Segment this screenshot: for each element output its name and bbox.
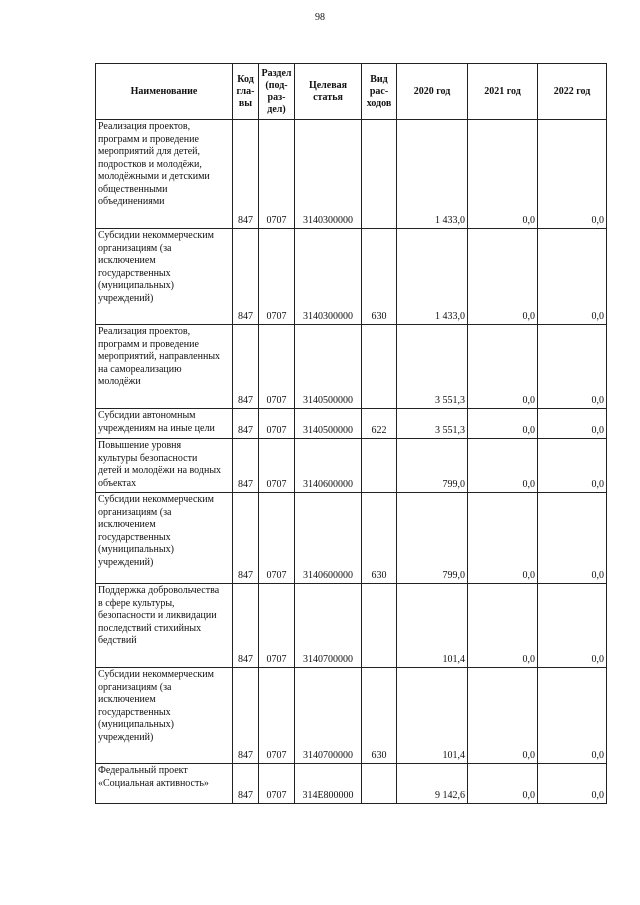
table-row <box>96 584 607 668</box>
row-expense-type: 630 <box>362 668 397 764</box>
row-section: 0707 <box>259 668 295 764</box>
row-2022-value: 0,0 <box>538 325 607 409</box>
row-2020-value: 1 433,0 <box>397 120 468 229</box>
row-2020-value: 3 551,3 <box>397 409 468 439</box>
row-2020-value: 101,4 <box>397 668 468 764</box>
table-body <box>96 120 607 804</box>
row-section: 0707 <box>259 439 295 493</box>
col-header-section: Раздел (под- раз- дел) <box>259 64 295 120</box>
row-target: 3140700000 <box>295 668 362 764</box>
row-2022-value: 0,0 <box>538 668 607 764</box>
table-row <box>96 439 607 493</box>
row-expense-type <box>362 325 397 409</box>
row-2020-value: 9 142,6 <box>397 764 468 804</box>
row-expense-type: 630 <box>362 493 397 584</box>
row-name: Федеральный проект «Социальная активность» <box>96 764 233 804</box>
row-code: 847 <box>233 493 259 584</box>
row-2021-value: 0,0 <box>468 439 538 493</box>
row-2022-value: 0,0 <box>538 229 607 325</box>
row-2021-value: 0,0 <box>468 120 538 229</box>
row-section: 0707 <box>259 584 295 668</box>
row-2020-value: 101,4 <box>397 584 468 668</box>
row-name: Реализация проектов, программ и проведение мероприятий для детей, подростков и молодёжи, молодёжными и детскими общественными объединениями <box>96 120 233 229</box>
row-2022-value: 0,0 <box>538 764 607 804</box>
table-row <box>96 120 607 229</box>
table-row <box>96 764 607 804</box>
col-header-expense: Вид рас- ходов <box>362 64 397 120</box>
row-target: 3140600000 <box>295 439 362 493</box>
row-target: 3140300000 <box>295 229 362 325</box>
row-code: 847 <box>233 668 259 764</box>
row-name: Повышение уровня культуры безопасности детей и молодёжи на водных объектах <box>96 439 233 493</box>
row-2020-value: 799,0 <box>397 439 468 493</box>
row-2021-value: 0,0 <box>468 584 538 668</box>
row-code: 847 <box>233 120 259 229</box>
row-section: 0707 <box>259 120 295 229</box>
row-2021-value: 0,0 <box>468 409 538 439</box>
table-row <box>96 493 607 584</box>
row-expense-type <box>362 764 397 804</box>
row-2020-value: 799,0 <box>397 493 468 584</box>
row-target: 314E800000 <box>295 764 362 804</box>
row-2022-value: 0,0 <box>538 493 607 584</box>
row-section: 0707 <box>259 325 295 409</box>
row-2021-value: 0,0 <box>468 229 538 325</box>
row-name: Реализация проектов, программ и проведение мероприятий, направленных на самореализацию молодёжи <box>96 325 233 409</box>
col-header-2022: 2022 год <box>538 64 607 120</box>
table-row <box>96 325 607 409</box>
budget-table <box>95 63 607 804</box>
row-target: 3140500000 <box>295 325 362 409</box>
row-2022-value: 0,0 <box>538 409 607 439</box>
row-expense-type: 630 <box>362 229 397 325</box>
row-2021-value: 0,0 <box>468 668 538 764</box>
row-code: 847 <box>233 584 259 668</box>
row-2022-value: 0,0 <box>538 439 607 493</box>
row-target: 3140700000 <box>295 584 362 668</box>
row-target: 3140500000 <box>295 409 362 439</box>
row-section: 0707 <box>259 493 295 584</box>
row-code: 847 <box>233 764 259 804</box>
col-header-name: Наименование <box>96 64 233 120</box>
row-2022-value: 0,0 <box>538 584 607 668</box>
header-row <box>96 64 607 120</box>
col-header-code: Код гла- вы <box>233 64 259 120</box>
row-section: 0707 <box>259 764 295 804</box>
row-name: Субсидии некоммерческим организациям (за исключением государственных (муниципальных) учреждений) <box>96 668 233 764</box>
row-expense-type <box>362 584 397 668</box>
row-name: Субсидии некоммерческим организациям (за исключением государственных (муниципальных) учреждений) <box>96 493 233 584</box>
row-2022-value: 0,0 <box>538 120 607 229</box>
row-code: 847 <box>233 409 259 439</box>
row-target: 3140600000 <box>295 493 362 584</box>
row-code: 847 <box>233 439 259 493</box>
row-expense-type <box>362 120 397 229</box>
row-name: Субсидии автономным учреждениям на иные цели <box>96 409 233 439</box>
row-section: 0707 <box>259 409 295 439</box>
row-target: 3140300000 <box>295 120 362 229</box>
row-section: 0707 <box>259 229 295 325</box>
page-number: 98 <box>315 12 325 23</box>
row-2020-value: 1 433,0 <box>397 229 468 325</box>
table-row <box>96 409 607 439</box>
row-code: 847 <box>233 229 259 325</box>
table-row <box>96 229 607 325</box>
col-header-target: Целевая статья <box>295 64 362 120</box>
row-name: Поддержка добровольчества в сфере культуры, безопасности и ликвидации последствий стихийных бедствий <box>96 584 233 668</box>
row-2021-value: 0,0 <box>468 764 538 804</box>
row-2021-value: 0,0 <box>468 325 538 409</box>
row-2020-value: 3 551,3 <box>397 325 468 409</box>
row-expense-type: 622 <box>362 409 397 439</box>
table-row <box>96 668 607 764</box>
row-expense-type <box>362 439 397 493</box>
row-code: 847 <box>233 325 259 409</box>
row-name: Субсидии некоммерческим организациям (за исключением государственных (муниципальных) учреждений) <box>96 229 233 325</box>
col-header-2021: 2021 год <box>468 64 538 120</box>
col-header-2020: 2020 год <box>397 64 468 120</box>
row-2021-value: 0,0 <box>468 493 538 584</box>
